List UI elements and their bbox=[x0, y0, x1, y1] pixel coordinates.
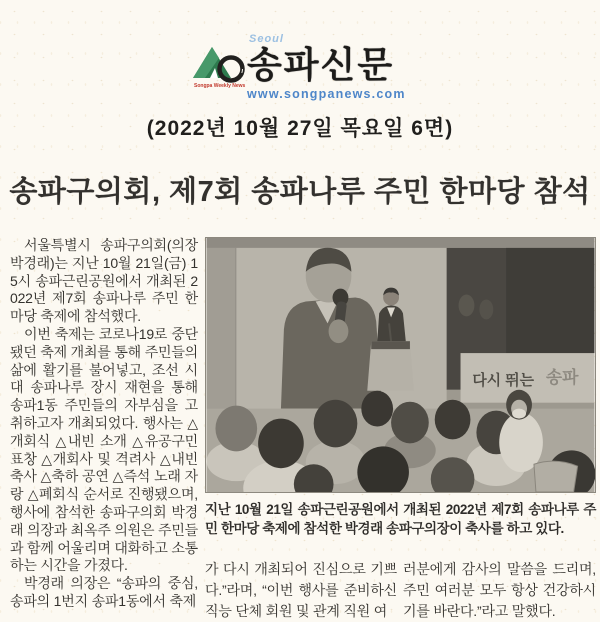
podium-banner bbox=[371, 341, 410, 349]
banner-text-right: 송파 bbox=[545, 367, 579, 387]
projection-screen bbox=[236, 248, 446, 409]
article-photo bbox=[205, 237, 596, 493]
masthead-text bbox=[247, 33, 507, 101]
newspaper-logo bbox=[191, 42, 249, 94]
banner-text-left: 다시 뛰는 bbox=[472, 372, 535, 389]
newspaper-title: 송파신문 bbox=[247, 44, 395, 85]
masthead bbox=[0, 0, 600, 110]
logo-tagline: Songpa Weekly News bbox=[194, 83, 246, 89]
article-paragraph: 이번 축제는 코로나19로 중단됐던 축제 개최를 통해 주민들의 삶에 활기를 불어넣고, 조선 시대 송파나루 장시 재현을 통해 송파1동 주민들의 자부심을 고취하고자 개최되었다. 행사는 △개회식 △내빈 소개 △유공구민 표창 △개회사 및 격려사 △내빈 축사 △축하 공연 △즉석 노래 자랑 △폐회식 순서로 진행됐으며, 행사에 참석한 송파구의회 박경래 의장과 최옥주 의원은 주민들과 함께 어울리며 대화하고 소통하는 시간을 가졌다. bbox=[10, 325, 198, 574]
article-paragraph: 박경래 의장은 “송파의 중심, 송파의 1번지 송파1동에서 축제 bbox=[10, 575, 198, 609]
seoul-script-label: Seoul bbox=[249, 33, 284, 45]
article-headline: 송파구의회, 제7회 송파나루 주민 한마당 참석 bbox=[9, 176, 591, 208]
article-column-middle: 가 다시 개최되어 진심으로 기쁘다.”라며, “이번 행사를 준비하신 직능 단체 회원 및 관계 직원 여 bbox=[205, 561, 397, 619]
article-photo-figure bbox=[205, 237, 596, 538]
article-column-left bbox=[10, 237, 198, 611]
article-paragraph: 서울특별시 송파구의회(의장 박경래)는 지난 10월 21일(금) 15시 송파근린공원에서 개최된 2022년 제7회 송파나루 주민 한마당 축제에 참석했다. bbox=[10, 237, 198, 325]
logo-mark-icon bbox=[191, 42, 249, 94]
article-column-right: 러분에게 감사의 말씀을 드리며, 주민 여러분 모두 항상 건강하시기를 바란다.”라고 말했다. bbox=[403, 561, 596, 619]
newspaper-url: www.songpanews.com bbox=[247, 87, 406, 101]
face-mask bbox=[512, 409, 526, 419]
chair bbox=[534, 461, 578, 492]
edition-dateline: (2022년 10월 27일 목요일 6면) bbox=[146, 117, 454, 140]
photo-caption: 지난 10월 21일 송파근린공원에서 개최된 2022년 제7회 송파나루 주민 한마당 축제에 참석한 박경래 송파구의장이 축사를 하고 있다. bbox=[205, 502, 596, 536]
